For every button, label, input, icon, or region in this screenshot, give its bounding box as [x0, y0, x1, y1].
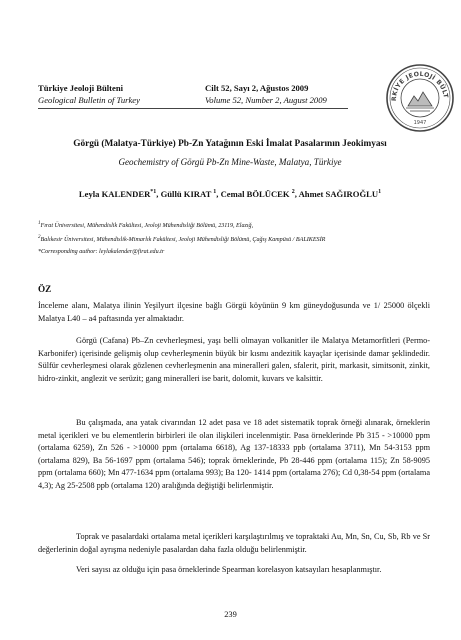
author-affiliation-mark: 2 — [291, 189, 295, 196]
abstract-paragraph-1: İnceleme alanı, Malatya ilinin Yeşilyurt ilçesine bağlı Görgü köyünün 9 km güneydoğusunda ve 1/ 25000 ölçekli Malatya L40 – a4 paftasında yer almaktadır. — [38, 301, 430, 323]
abstract-paragraph-4: Toprak ve pasalardaki ortalama metal içerikleri karşılaştırılmış ve topraktaki Au, Mn, Sn, Cu, Sb, Rb ve Sr değerlerinin doğal ayrışma nedeniyle pasalardan daha fazla olduğu belirlenmiştir. — [38, 532, 430, 554]
seal-year: 1947 — [413, 120, 427, 126]
section-heading-oz: ÖZ — [38, 284, 52, 294]
corresponding-author: *Corresponding author: leylakalender@firat.edu.tr — [38, 249, 165, 255]
author-list: Leyla KALENDER$^{*1}$, Güllü KIRAT $^1$, Cemal BÖLÜCEK $^2$, Ahmet SAĞIROĞLU$^1$ — [78, 189, 382, 199]
article-subtitle: Geochemistry of Görgü Pb-Zn Mine-Waste, Malatya, Türkiye — [118, 157, 342, 167]
journal-seal-logo — [384, 62, 456, 134]
header-rule — [38, 108, 348, 109]
seal-ring-text: RKİYE JEOLOJİ BÜLT — [390, 70, 449, 102]
affiliation-2: $^2$Balıkesir Üniversitesi, Mühendislik-Mimarlık Fakültesi, Jeoloji Mühendisliği Bölümü, Çağış Kampüsü / BALIKESİR — [38, 235, 326, 244]
volume-info-tr: Cilt 52, Sayı 2, Ağustos 2009 — [205, 83, 309, 93]
volume-info-en: Volume 52, Number 2, August 2009 — [205, 95, 327, 105]
article-title: Görgü (Malatya-Türkiye) Pb-Zn Yatağının Eski İmalat Pasalarının Jeokimyası — [73, 139, 387, 149]
abstract-paragraph-5: Veri sayısı az olduğu için pasa örneklerinde Spearman korelasyon katsayıları hesaplanmıştır. — [76, 565, 382, 574]
abstract-paragraph-3: Bu çalışmada, ana yatak civarından 12 adet pasa ve 18 adet sistematik toprak örneği alınarak, örneklerin metal içerikleri ve bu elementlerin birbirleri ile olan ilişkileri incelenmiştir. Pasa örneklerinde Pb 315 - >10000 ppm (ortalama 6259), Zn 526 - >10000 ppm (ortalama 6618), Ag 137-18333 ppb (ortalama 3711), Mn 54-3153 ppm (ortalama 829), Ba 56-1697 ppm (ortalama 546); toprak örneklerinde, Pb 28-446 ppm (ortalama 115); Zn 58-9095 ppm (ortalama 660); Mn 477-1634 ppm (ortalama 993); Ba 120- 1414 ppm (ortalama 276); Cd 0,38-54 ppm (ortalama 4,3); Ag 25-2508 ppb (ortalama 120) aralığında değiştiği belirlenmiştir. — [38, 418, 430, 490]
author-name: Cemal BÖLÜCEK — [220, 189, 290, 199]
journal-title-tr: Türkiye Jeoloji Bülteni — [38, 83, 123, 93]
affiliation-mark: 2 — [38, 235, 41, 240]
author-affiliation-mark: 1 — [213, 189, 217, 196]
abstract-paragraph-2: Görgü (Cafana) Pb–Zn cevherleşmesi, yaşı belli olmayan volkanitler ile Malatya Metamorfitleri (Permo-Karbonifer) içerisinde gelişmiş olup cevherleşmenin büyük bir kısmı andezitik kayaçlar içerisinde damar şeklindedir. Sülfür cevherleşmesi olarak gözlenen cevherleşmenin ana mineralleri galen, sfalerit, pirit, markasit, simitsonit, zinkit, hidro-zinkit, anglezit ve serüzit; gang mineralleri ise barit, dolomit, kuvars ve kalsittir. — [38, 336, 430, 383]
journal-title-en: Geological Bulletin of Turkey — [38, 95, 140, 105]
author-name: Ahmet SAĞIROĞLU — [298, 189, 379, 199]
author-affiliation-mark: 1 — [378, 189, 382, 196]
author-affiliation-mark: *1 — [150, 189, 157, 196]
affiliation-1: $^1$Fırat Üniversitesi, Mühendislik Fakültesi, Jeoloji Mühendisliği Bölümü, 23119, Elazığ, — [38, 221, 254, 230]
affiliation-mark: 1 — [38, 221, 41, 226]
author-name: Leyla KALENDER — [78, 189, 151, 199]
author-name: Güllü KIRAT — [160, 189, 212, 199]
page-number: 239 — [224, 610, 237, 619]
